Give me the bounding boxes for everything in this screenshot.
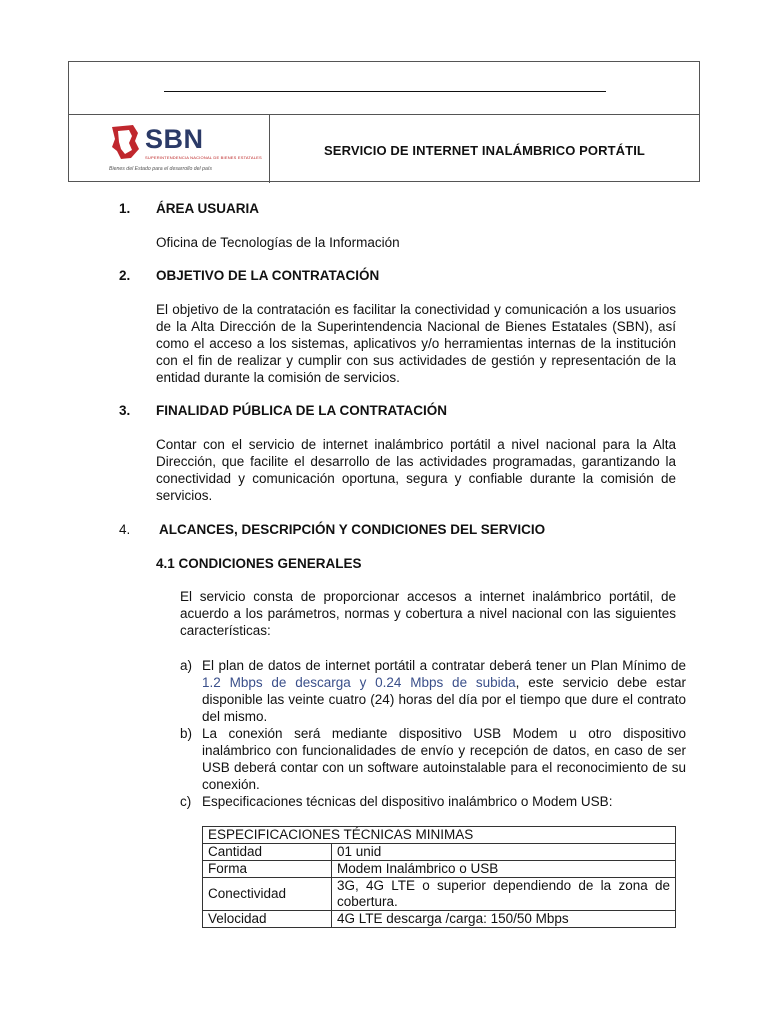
section-3-body: Contar con el servicio de internet inalámbrico portátil a nivel nacional para la Alta Dirección, que facilite el desarrollo de las actividades programadas, garantizando la conectividad y comunicación oportuna, segura y confiable durante la comisión de servicios. — [156, 437, 676, 503]
table-row — [203, 878, 676, 911]
list-item-letter: c) — [180, 794, 192, 809]
sbn-logo — [109, 121, 262, 177]
subsection-4-1-heading: 4.1 CONDICIONES GENERALES — [156, 556, 362, 571]
list-item-letter: b) — [180, 726, 193, 741]
section-4-heading: ALCANCES, DESCRIPCIÓN Y CONDICIONES DEL SERVICIO — [159, 522, 546, 537]
list-item — [180, 725, 686, 793]
section-4-intro: El servicio consta de proporcionar accesos a internet inalámbrico portátil, de acuerdo a los parámetros, normas y cobertura a nivel nacional con las siguientes características: — [180, 589, 676, 638]
table-value-cell: 01 unid — [332, 844, 676, 861]
section-3-heading: FINALIDAD PÚBLICA DE LA CONTRATACIÓN — [156, 403, 447, 418]
section-3-number: 3. — [119, 403, 131, 418]
section-4-number: 4. — [119, 522, 131, 537]
list-item-text: Especificaciones técnicas del dispositivo inalámbrico o Modem USB: — [202, 794, 613, 809]
conditions-list — [180, 657, 686, 810]
section-2-body: El objetivo de la contratación es facilitar la conectividad y comunicación a los usuarios de la Alta Dirección de la Superintendencia Nacional de Bienes Estatales (SBN), así como el acceso a los sistemas, aplicativos y/o herramientas internas de la institución con el fin de realizar y cumplir con sus actividades de gestión y representación de la entidad durante la comisión de servicios. — [156, 302, 676, 385]
section-2-heading: OBJETIVO DE LA CONTRATACIÓN — [156, 268, 380, 283]
spec-table — [202, 826, 676, 928]
table-header-cell: ESPECIFICACIONES TÉCNICAS MINIMAS — [203, 827, 676, 844]
speed-highlight: 1.2 Mbps de descarga y 0.24 Mbps de subida — [202, 675, 516, 690]
table-label-cell: Forma — [203, 861, 332, 878]
title-cell — [270, 115, 699, 183]
table-header-row — [203, 827, 676, 844]
table-label-cell: Velocidad — [203, 911, 332, 928]
section-1-heading: ÁREA USUARIA — [156, 201, 260, 216]
list-item-text-part: , este servicio debe estar disponible las veinte cuatro (24) horas del día por el tiempo que dure el contrato del mismo. — [202, 675, 686, 724]
list-item — [180, 793, 686, 810]
list-item — [180, 657, 686, 725]
list-item-text — [202, 657, 686, 725]
logo-tagline: Bienes del Estado para el desarrollo del país — [109, 166, 212, 172]
header-bottom-row — [69, 115, 699, 183]
logo-subtext: SUPERINTENDENCIA NACIONAL DE BIENES ESTATALES — [145, 155, 262, 160]
document-header — [68, 61, 700, 182]
logo-wordmark: SBN — [145, 124, 204, 154]
document-title: SERVICIO DE INTERNET INALÁMBRICO PORTÁTIL — [324, 142, 645, 158]
header-top-cell — [69, 62, 699, 115]
table-value-cell: 4G LTE descarga /carga: 150/50 Mbps — [332, 911, 676, 928]
section-2-number: 2. — [119, 268, 131, 283]
table-row — [203, 911, 676, 928]
table-label-cell: Conectividad — [203, 878, 332, 911]
section-1-number: 1. — [119, 201, 131, 216]
list-item-text: La conexión será mediante dispositivo USB Modem u otro dispositivo inalámbrico con funcionalidades de envío y recepción de datos, en caso de ser USB deberá contar con un software autoinstalable para el reconocimiento de su conexión. — [202, 726, 686, 792]
table-row — [203, 861, 676, 878]
table-value-cell: 3G, 4G LTE o superior dependiendo de la zona de cobertura. — [332, 878, 676, 911]
table-value-cell: Modem Inalámbrico o USB — [332, 861, 676, 878]
logo-cell — [69, 115, 270, 183]
section-1-body: Oficina de Tecnologías de la Información — [156, 235, 400, 250]
sbn-logo-mark-icon — [109, 123, 141, 161]
header-signature-line — [164, 91, 606, 92]
table-label-cell: Cantidad — [203, 844, 332, 861]
list-item-letter: a) — [180, 658, 193, 673]
table-row — [203, 844, 676, 861]
list-item-text-part: El plan de datos de internet portátil a contratar deberá tener un Plan Mínimo de — [202, 658, 686, 673]
